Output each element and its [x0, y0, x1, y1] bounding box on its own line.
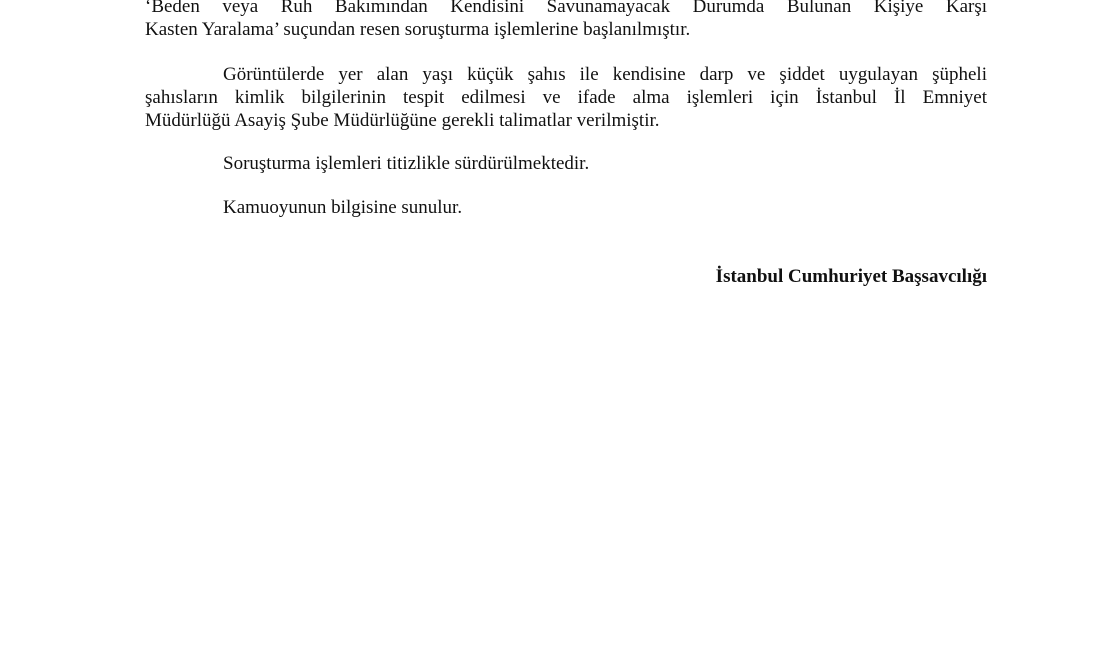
- paragraph-line: Soruşturma işlemleri titizlikle sürdürülmektedir.: [223, 153, 590, 174]
- paragraph-investigation-status: [145, 152, 987, 175]
- paragraph-line: Kasten Yaralama’ suçundan resen soruşturma işlemlerine başlanılmıştır.: [145, 19, 691, 40]
- paragraph-case-opening: [145, 0, 987, 41]
- paragraph-line: Görüntülerde yer alan yaşı küçük şahıs ile kendisine darp ve şiddet uygulayan şüpheli: [223, 64, 987, 85]
- paragraph-line: şahısların kimlik bilgilerinin tespit edilmesi ve ifade alma işlemleri için İstanbul İl Emniyet: [145, 87, 987, 108]
- paragraph-public-notice: [145, 196, 987, 219]
- paragraph-line: Müdürlüğü Asayiş Şube Müdürlüğüne gerekli talimatlar verilmiştir.: [145, 110, 660, 131]
- signature-authority: İstanbul Cumhuriyet Başsavcılığı: [715, 266, 987, 287]
- paragraph-line: ‘Beden veya Ruh Bakımından Kendisini Savunamayacak Durumda Bulunan Kişiye Karşı: [145, 0, 987, 17]
- paragraph-instructions: [145, 63, 987, 132]
- paragraph-line: Kamuoyunun bilgisine sunulur.: [223, 197, 463, 218]
